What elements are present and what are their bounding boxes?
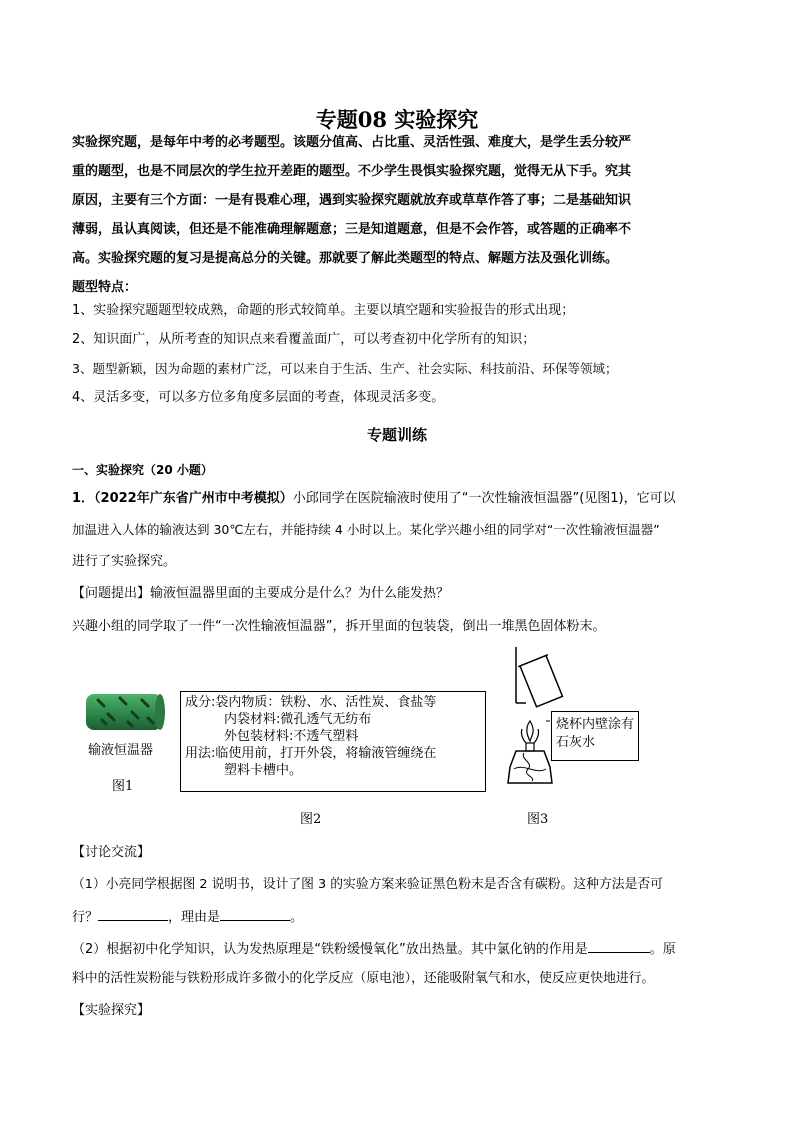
q1-text: ，理由是 [168,910,221,925]
q1-text: 行？ [72,910,99,925]
question-number: 1． [72,491,95,506]
instruction-line: 成分:袋内物质：铁粉、水、活性炭、食盐等 [185,695,437,710]
question-source: （2022年广东省广州市中考模拟） [94,491,293,506]
problem-statement: 【问题提出】输液恒温器里面的主要成分是什么？为什么能发热？ [72,586,450,601]
answer-blank-1[interactable] [98,906,168,921]
figure3-caption: 图3 [527,812,549,827]
intro-line: 原因，主要有三个方面：一是有畏难心理，遇到实验探究题就放弃或草草作答了事；二是基础知识 [72,193,632,208]
question-1-line: （1）小亮同学根据图 2 说明书，设计了图 3 的实验方案来验证黑色粉末是否含有碳粉。这种方法是否可 [72,877,663,892]
figure2-caption: 图2 [300,812,322,827]
figure1-name: 输液恒温器 [88,743,154,758]
q2-text: （2）根据初中化学知识，认为发热原理是“铁粉缓慢氧化”放出热量。其中氯化钠的作用是 [72,942,588,957]
answer-blank-2[interactable] [220,906,290,921]
instruction-line: 内袋材料:微孔透气无纺布 [224,712,372,727]
question-2-line [72,938,676,960]
feature-item: 4、灵活多变，可以多方位多角度多层面的考查，体现灵活多变。 [72,390,445,405]
instruction-line: 塑料卡槽中。 [224,763,303,778]
question-1-line [72,906,303,928]
feature-item: 1、实验探究题题型较成熟，命题的形式较简单。主要以填空题和实验报告的形式出现； [72,303,575,318]
question-2-line: 料中的活性炭粉能与铁粉形成许多微小的化学反应（原电池），还能吸附氧气和水，使反应更快地进行。 [72,971,655,986]
question-line [72,489,676,509]
figure1-caption: 图1 [112,779,134,794]
features-list [72,296,732,412]
section-heading: 一、实验探究（20 小题） [72,463,213,477]
intro-line: 薄弱，虽认真阅读，但还是不能准确理解题意；三是知道题意，但是不会作答，或答题的正确率不 [72,222,632,237]
instruction-line: 用法:临使用前，打开外袋，将输液管缠绕在 [185,746,437,761]
q2-text: 。原 [649,942,676,957]
intro-line: 重的题型，也是不同层次的学生拉开差距的题型。不少学生畏惧实验探究题，觉得无从下手。究其 [72,164,632,179]
action-statement: 兴趣小组的同学取了一件“一次性输液恒温器”，拆开里面的包装袋，倒出一堆黑色固体粉末。 [72,619,606,634]
question-text: 小邱同学在医院输液时使用了“一次性输液恒温器”(见图1)，它可以 [292,491,676,506]
intro-line: 实验探究题，是每年中考的必考题型。该题分值高、占比重、灵活性强、难度大，是学生丢分较严 [72,135,632,150]
feature-item: 3、题型新颖，因为命题的素材广泛，可以来自于生活、生产、社会实际、科技前沿、环保等领域； [72,361,618,376]
feature-item: 2、知识面广，从所考查的知识点来看覆盖面广，可以考查初中化学所有的知识； [72,332,536,347]
intro-line: 高。实验探究题的复习是提高总分的关键。那就要了解此类题型的特点、解题方法及强化训练。 [72,251,619,266]
answer-blank-3[interactable] [588,938,650,953]
q1-text: 。 [290,910,304,925]
instruction-box [180,691,486,792]
page-title: 专题08 实验探究 [315,107,479,132]
question-line: 加温进入人体的输液达到 30℃左右，并能持续 4 小时以上。某化学兴趣小组的同学对“一次性输液恒温器” [72,522,660,537]
question-line: 进行了实验探究。 [72,554,177,569]
callout-label: 烧杯内壁涂有石灰水 [551,711,639,761]
experiment-header: 【实验探究】 [72,1003,151,1018]
section-title: 专题训练 [366,426,427,444]
intro-paragraph [72,128,722,302]
instruction-line: 外包装材料:不透气塑料 [224,729,359,744]
heater-image [84,690,166,734]
discussion-header: 【讨论交流】 [72,845,151,860]
intro-line: 题型特点： [72,280,138,295]
